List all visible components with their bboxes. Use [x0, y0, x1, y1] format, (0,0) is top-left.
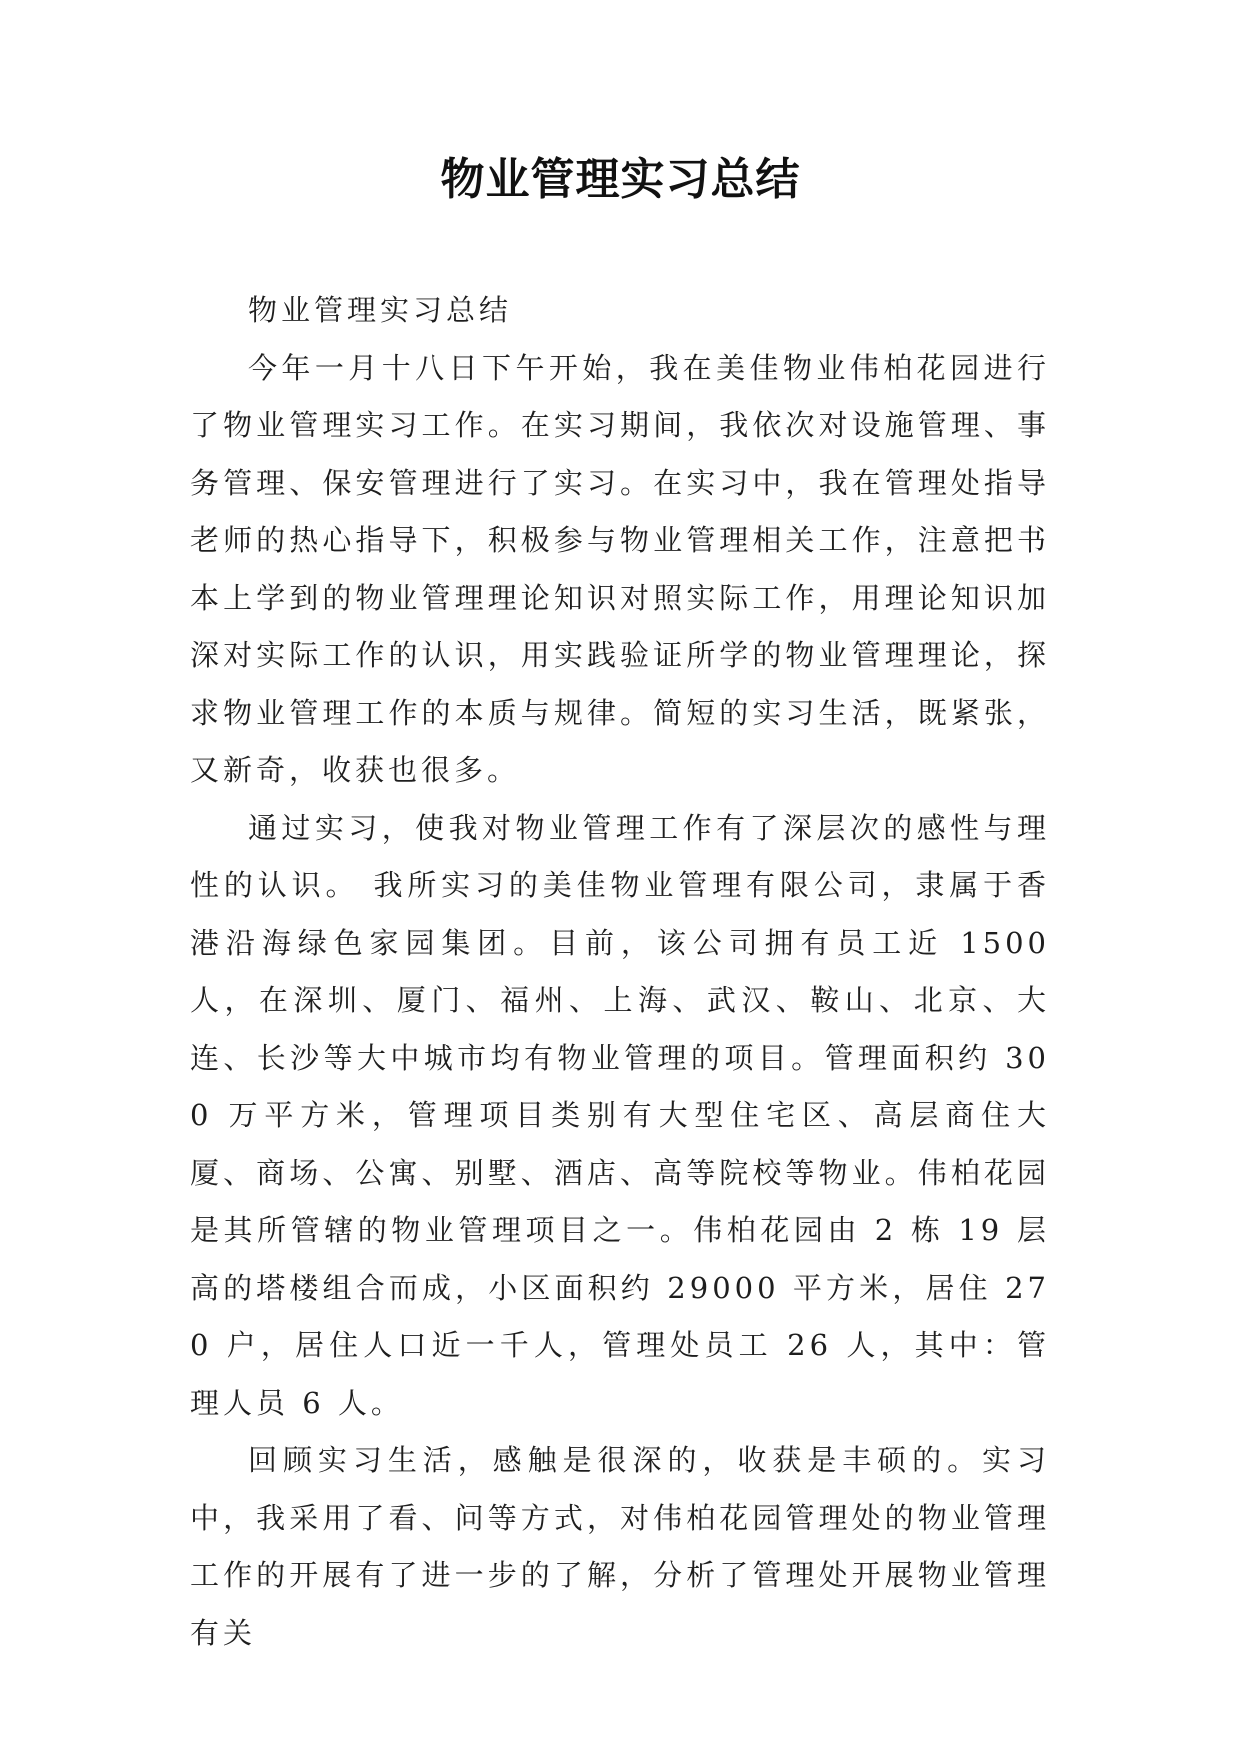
paragraph-1: 今年一月十八日下午开始，我在美佳物业伟柏花园进行了物业管理实习工作。在实习期间，我依次对设施管理、事务管理、保安管理进行了实习。在实习中，我在管理处指导老师的热心指导下，积极参与物业管理相关工作，注意把书本上学到的物业管理理论知识对照实际工作，用理论知识加深对实际工作的认识，用实践验证所学的物业管理理论，探求物业管理工作的本质与规律。简短的实习生活，既紧张，又新奇，收获也很多。 [190, 350, 1050, 787]
paragraph-2: 通过实习，使我对物业管理工作有了深层次的感性与理性的认识。 我所实习的美佳物业管理有限公司，隶属于香港沿海绿色家园集团。目前，该公司拥有员工近 1500 人，在深圳、厦门、福州、上海、武汉、鞍山、北京、大连、长沙等大中城市均有物业管理的项目。管理面积约 300 万平方米，管理项目类别有大型住宅区、高层商住大厦、商场、公寓、别墅、酒店、高等院校等物业。伟柏花园是其所管辖的物业管理项目之一。伟柏花园由 2 栋 19 层高的塔楼组合而成，小区面积约 29000 平方米，居住 270 户，居住人口近一千人，管理处员工 26 人，其中：管理人员 6 人。 [190, 810, 1050, 1420]
document-subtitle: 物业管理实习总结 [248, 293, 513, 327]
document-title: 物业管理实习总结 [440, 154, 801, 205]
document-body [190, 282, 1050, 1662]
paragraph-3: 回顾实习生活，感触是很深的，收获是丰硕的。实习中，我采用了看、问等方式，对伟柏花园管理处的物业管理工作的开展有了进一步的了解，分析了管理处开展物业管理有关 [190, 1443, 1050, 1650]
